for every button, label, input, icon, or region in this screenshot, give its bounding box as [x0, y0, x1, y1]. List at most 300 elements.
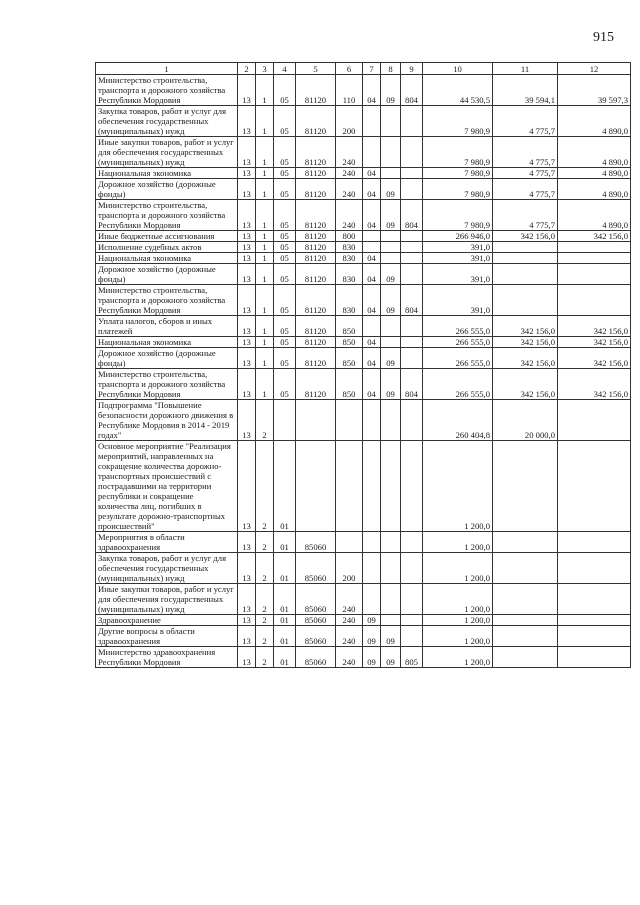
code-cell — [336, 441, 363, 532]
code-cell: 1 — [256, 168, 274, 179]
amount-cell — [558, 285, 631, 316]
code-cell: 09 — [363, 615, 381, 626]
code-cell: 01 — [274, 626, 296, 647]
amount-cell: 4 775,7 — [493, 200, 558, 231]
header-cell: 12 — [558, 63, 631, 75]
code-cell: 850 — [336, 348, 363, 369]
code-cell: 1 — [256, 231, 274, 242]
code-cell: 04 — [363, 285, 381, 316]
code-cell — [381, 137, 401, 168]
amount-cell — [493, 264, 558, 285]
code-cell: 13 — [238, 553, 256, 584]
amount-cell — [558, 400, 631, 441]
header-row — [96, 63, 631, 75]
amount-cell: 342 156,0 — [493, 369, 558, 400]
code-cell — [336, 400, 363, 441]
header-cell: 8 — [381, 63, 401, 75]
amount-cell: 391,0 — [423, 264, 493, 285]
code-cell: 05 — [274, 200, 296, 231]
code-cell: 804 — [401, 285, 423, 316]
table-row — [96, 316, 631, 337]
code-cell: 13 — [238, 75, 256, 106]
amount-cell: 266 555,0 — [423, 316, 493, 337]
code-cell: 2 — [256, 626, 274, 647]
code-cell: 09 — [381, 626, 401, 647]
code-cell: 13 — [238, 337, 256, 348]
code-cell: 2 — [256, 615, 274, 626]
table-row — [96, 264, 631, 285]
code-cell: 04 — [363, 179, 381, 200]
code-cell: 05 — [274, 369, 296, 400]
amount-cell — [558, 626, 631, 647]
code-cell: 09 — [363, 626, 381, 647]
code-cell: 09 — [381, 200, 401, 231]
code-cell: 04 — [363, 200, 381, 231]
code-cell: 05 — [274, 316, 296, 337]
code-cell: 2 — [256, 584, 274, 615]
amount-cell — [558, 253, 631, 264]
amount-cell: 7 980,9 — [423, 137, 493, 168]
row-name-cell: Национальная экономика — [96, 337, 238, 348]
row-name-cell: Дорожное хозяйство (дорожные фонды) — [96, 264, 238, 285]
code-cell: 13 — [238, 253, 256, 264]
code-cell: 05 — [274, 337, 296, 348]
amount-cell: 7 980,9 — [423, 200, 493, 231]
amount-cell — [558, 264, 631, 285]
amount-cell: 342 156,0 — [493, 316, 558, 337]
amount-cell — [558, 647, 631, 668]
amount-cell: 4 890,0 — [558, 200, 631, 231]
code-cell: 805 — [401, 647, 423, 668]
table-row — [96, 647, 631, 668]
code-cell: 240 — [336, 137, 363, 168]
code-cell: 1 — [256, 242, 274, 253]
amount-cell: 266 946,0 — [423, 231, 493, 242]
amount-cell — [493, 253, 558, 264]
code-cell: 2 — [256, 553, 274, 584]
amount-cell: 1 200,0 — [423, 647, 493, 668]
code-cell: 2 — [256, 532, 274, 553]
code-cell — [363, 242, 381, 253]
code-cell: 05 — [274, 137, 296, 168]
code-cell: 13 — [238, 615, 256, 626]
code-cell: 05 — [274, 285, 296, 316]
table-row — [96, 584, 631, 615]
code-cell: 05 — [274, 106, 296, 137]
code-cell — [401, 348, 423, 369]
code-cell — [381, 615, 401, 626]
code-cell: 81120 — [296, 264, 336, 285]
amount-cell: 4 890,0 — [558, 179, 631, 200]
amount-cell — [493, 242, 558, 253]
code-cell: 05 — [274, 168, 296, 179]
table-row — [96, 369, 631, 400]
code-cell — [401, 231, 423, 242]
amount-cell — [558, 615, 631, 626]
code-cell: 85060 — [296, 584, 336, 615]
code-cell — [296, 441, 336, 532]
code-cell: 85060 — [296, 615, 336, 626]
code-cell: 85060 — [296, 647, 336, 668]
amount-cell — [493, 647, 558, 668]
code-cell: 2 — [256, 647, 274, 668]
code-cell: 13 — [238, 647, 256, 668]
amount-cell — [493, 532, 558, 553]
code-cell: 04 — [363, 264, 381, 285]
code-cell: 1 — [256, 316, 274, 337]
code-cell — [381, 532, 401, 553]
code-cell: 1 — [256, 137, 274, 168]
row-name-cell: Министерство здравоохранения Республики Мордовия — [96, 647, 238, 668]
code-cell: 05 — [274, 231, 296, 242]
amount-cell: 4 890,0 — [558, 137, 631, 168]
code-cell: 110 — [336, 75, 363, 106]
code-cell — [401, 553, 423, 584]
row-name-cell: Подпрограмма "Повышение безопасности дорожного движения в Республике Мордовия в 2014 - 2019 годах" — [96, 400, 238, 441]
code-cell: 01 — [274, 532, 296, 553]
code-cell: 13 — [238, 400, 256, 441]
code-cell — [401, 584, 423, 615]
code-cell: 13 — [238, 584, 256, 615]
amount-cell: 391,0 — [423, 242, 493, 253]
code-cell: 13 — [238, 285, 256, 316]
amount-cell: 391,0 — [423, 253, 493, 264]
code-cell: 01 — [274, 441, 296, 532]
code-cell: 81120 — [296, 168, 336, 179]
code-cell: 05 — [274, 242, 296, 253]
header-cell: 4 — [274, 63, 296, 75]
row-name-cell: Иные бюджетные ассигнования — [96, 231, 238, 242]
code-cell: 09 — [381, 75, 401, 106]
row-name-cell: Основное мероприятие "Реализация мероприятий, направленных на сокращение количества дорожно-транспортных происшествий с пострадавшими на территории республики и сокращение количества лиц, погибших в результате дорожно-транспортных происшествий" — [96, 441, 238, 532]
code-cell — [381, 168, 401, 179]
code-cell — [336, 532, 363, 553]
code-cell — [401, 626, 423, 647]
amount-cell: 4 775,7 — [493, 137, 558, 168]
amount-cell: 39 594,1 — [493, 75, 558, 106]
code-cell — [401, 264, 423, 285]
amount-cell — [558, 584, 631, 615]
code-cell: 05 — [274, 264, 296, 285]
code-cell: 04 — [363, 75, 381, 106]
amount-cell: 1 200,0 — [423, 615, 493, 626]
code-cell: 830 — [336, 285, 363, 316]
code-cell: 81120 — [296, 242, 336, 253]
amount-cell: 4 890,0 — [558, 168, 631, 179]
code-cell: 81120 — [296, 106, 336, 137]
code-cell — [381, 316, 401, 337]
code-cell: 13 — [238, 369, 256, 400]
code-cell: 13 — [238, 316, 256, 337]
row-name-cell: Исполнение судебных актов — [96, 242, 238, 253]
code-cell: 13 — [238, 626, 256, 647]
row-name-cell: Иные закупки товаров, работ и услуг для обеспечения государственных (муниципальных) нужд — [96, 137, 238, 168]
code-cell — [363, 137, 381, 168]
code-cell — [363, 584, 381, 615]
code-cell — [401, 253, 423, 264]
code-cell: 09 — [381, 348, 401, 369]
code-cell — [363, 553, 381, 584]
amount-cell: 4 775,7 — [493, 168, 558, 179]
code-cell — [381, 231, 401, 242]
amount-cell: 342 156,0 — [558, 348, 631, 369]
amount-cell: 7 980,9 — [423, 168, 493, 179]
code-cell — [363, 106, 381, 137]
code-cell: 01 — [274, 584, 296, 615]
page-number: 915 — [593, 30, 614, 45]
code-cell: 2 — [256, 400, 274, 441]
table-row — [96, 168, 631, 179]
row-name-cell: Национальная экономика — [96, 253, 238, 264]
row-name-cell: Национальная экономика — [96, 168, 238, 179]
code-cell: 85060 — [296, 532, 336, 553]
row-name-cell: Иные закупки товаров, работ и услуг для обеспечения государственных (муниципальных) нужд — [96, 584, 238, 615]
code-cell: 830 — [336, 253, 363, 264]
code-cell: 01 — [274, 553, 296, 584]
code-cell: 804 — [401, 369, 423, 400]
amount-cell: 4 775,7 — [493, 179, 558, 200]
code-cell — [381, 584, 401, 615]
table-row — [96, 626, 631, 647]
amount-cell: 266 555,0 — [423, 348, 493, 369]
code-cell — [401, 137, 423, 168]
code-cell — [381, 400, 401, 441]
amount-cell — [558, 441, 631, 532]
table-row — [96, 348, 631, 369]
code-cell: 830 — [336, 242, 363, 253]
code-cell: 09 — [381, 285, 401, 316]
code-cell — [363, 441, 381, 532]
table-row — [96, 137, 631, 168]
code-cell — [381, 553, 401, 584]
row-name-cell: Закупка товаров, работ и услуг для обеспечения государственных (муниципальных) нужд — [96, 553, 238, 584]
table-row — [96, 337, 631, 348]
code-cell — [401, 316, 423, 337]
amount-cell: 1 200,0 — [423, 553, 493, 584]
code-cell — [381, 253, 401, 264]
code-cell: 04 — [363, 337, 381, 348]
amount-cell: 1 200,0 — [423, 626, 493, 647]
code-cell: 05 — [274, 179, 296, 200]
code-cell: 13 — [238, 137, 256, 168]
code-cell — [381, 106, 401, 137]
amount-cell: 4 775,7 — [493, 106, 558, 137]
code-cell: 1 — [256, 264, 274, 285]
code-cell: 05 — [274, 253, 296, 264]
code-cell — [363, 532, 381, 553]
code-cell — [401, 179, 423, 200]
amount-cell: 391,0 — [423, 285, 493, 316]
amount-cell — [558, 532, 631, 553]
code-cell: 05 — [274, 75, 296, 106]
row-name-cell: Уплата налогов, сборов и иных платежей — [96, 316, 238, 337]
code-cell: 01 — [274, 615, 296, 626]
code-cell — [363, 316, 381, 337]
code-cell: 13 — [238, 179, 256, 200]
code-cell: 850 — [336, 316, 363, 337]
code-cell: 1 — [256, 200, 274, 231]
table-row — [96, 200, 631, 231]
code-cell: 85060 — [296, 626, 336, 647]
amount-cell: 260 404,8 — [423, 400, 493, 441]
code-cell: 800 — [336, 231, 363, 242]
amount-cell: 7 980,9 — [423, 179, 493, 200]
table-row — [96, 242, 631, 253]
header-cell: 5 — [296, 63, 336, 75]
code-cell — [401, 168, 423, 179]
header-cell: 10 — [423, 63, 493, 75]
row-name-cell: Мероприятия в области здравоохранения — [96, 532, 238, 553]
table-row — [96, 106, 631, 137]
code-cell: 04 — [363, 369, 381, 400]
code-cell: 1 — [256, 253, 274, 264]
table-row — [96, 441, 631, 532]
amount-cell: 39 597,3 — [558, 75, 631, 106]
row-name-cell: Другие вопросы в области здравоохранения — [96, 626, 238, 647]
code-cell: 13 — [238, 168, 256, 179]
code-cell — [363, 400, 381, 441]
code-cell: 240 — [336, 647, 363, 668]
amount-cell: 342 156,0 — [493, 337, 558, 348]
code-cell: 81120 — [296, 137, 336, 168]
code-cell — [381, 242, 401, 253]
code-cell: 804 — [401, 200, 423, 231]
code-cell — [401, 106, 423, 137]
amount-cell — [493, 285, 558, 316]
header-cell: 11 — [493, 63, 558, 75]
code-cell: 240 — [336, 168, 363, 179]
code-cell: 81120 — [296, 179, 336, 200]
code-cell — [274, 400, 296, 441]
code-cell: 81120 — [296, 75, 336, 106]
code-cell: 1 — [256, 179, 274, 200]
amount-cell: 44 530,5 — [423, 75, 493, 106]
code-cell: 81120 — [296, 253, 336, 264]
table-row — [96, 75, 631, 106]
code-cell: 01 — [274, 647, 296, 668]
table-row — [96, 231, 631, 242]
row-name-cell: Министерство строительства, транспорта и дорожного хозяйства Республики Мордовия — [96, 200, 238, 231]
code-cell: 1 — [256, 106, 274, 137]
code-cell — [363, 231, 381, 242]
code-cell — [401, 337, 423, 348]
row-name-cell: Дорожное хозяйство (дорожные фонды) — [96, 179, 238, 200]
code-cell: 13 — [238, 200, 256, 231]
code-cell: 09 — [381, 369, 401, 400]
row-name-cell: Министерство строительства, транспорта и дорожного хозяйства Республики Мордовия — [96, 75, 238, 106]
row-name-cell: Здравоохранение — [96, 615, 238, 626]
code-cell: 09 — [381, 264, 401, 285]
code-cell: 240 — [336, 179, 363, 200]
table-row — [96, 179, 631, 200]
code-cell: 09 — [363, 647, 381, 668]
code-cell: 850 — [336, 337, 363, 348]
amount-cell — [558, 242, 631, 253]
code-cell: 850 — [336, 369, 363, 400]
amount-cell: 266 555,0 — [423, 369, 493, 400]
code-cell: 200 — [336, 553, 363, 584]
amount-cell: 266 555,0 — [423, 337, 493, 348]
code-cell: 81120 — [296, 316, 336, 337]
amount-cell: 342 156,0 — [558, 231, 631, 242]
amount-cell — [493, 553, 558, 584]
header-cell: 9 — [401, 63, 423, 75]
code-cell: 81120 — [296, 200, 336, 231]
code-cell — [381, 441, 401, 532]
code-cell: 09 — [381, 179, 401, 200]
code-cell: 1 — [256, 348, 274, 369]
code-cell: 240 — [336, 200, 363, 231]
code-cell: 81120 — [296, 285, 336, 316]
amount-cell: 7 980,9 — [423, 106, 493, 137]
header-cell: 6 — [336, 63, 363, 75]
amount-cell — [558, 553, 631, 584]
code-cell: 13 — [238, 264, 256, 285]
code-cell: 05 — [274, 348, 296, 369]
amount-cell: 1 200,0 — [423, 441, 493, 532]
code-cell: 13 — [238, 441, 256, 532]
header-cell: 7 — [363, 63, 381, 75]
header-cell: 3 — [256, 63, 274, 75]
code-cell: 04 — [363, 348, 381, 369]
amount-cell: 342 156,0 — [558, 316, 631, 337]
code-cell: 81120 — [296, 348, 336, 369]
code-cell: 13 — [238, 231, 256, 242]
code-cell — [401, 441, 423, 532]
table-row — [96, 615, 631, 626]
code-cell: 13 — [238, 242, 256, 253]
code-cell: 240 — [336, 615, 363, 626]
table-row — [96, 285, 631, 316]
code-cell: 81120 — [296, 337, 336, 348]
code-cell: 13 — [238, 532, 256, 553]
code-cell: 1 — [256, 337, 274, 348]
code-cell: 2 — [256, 441, 274, 532]
header-cell: 2 — [238, 63, 256, 75]
row-name-cell: Министерство строительства, транспорта и дорожного хозяйства Республики Мордовия — [96, 369, 238, 400]
code-cell: 04 — [363, 168, 381, 179]
code-cell: 13 — [238, 348, 256, 369]
code-cell: 1 — [256, 285, 274, 316]
amount-cell: 1 200,0 — [423, 532, 493, 553]
code-cell — [401, 532, 423, 553]
table-row — [96, 400, 631, 441]
code-cell: 200 — [336, 106, 363, 137]
code-cell: 804 — [401, 75, 423, 106]
code-cell: 1 — [256, 75, 274, 106]
row-name-cell: Министерство строительства, транспорта и дорожного хозяйства Республики Мордовия — [96, 285, 238, 316]
amount-cell: 342 156,0 — [558, 337, 631, 348]
table-row — [96, 253, 631, 264]
code-cell: 85060 — [296, 553, 336, 584]
code-cell: 13 — [238, 106, 256, 137]
code-cell: 1 — [256, 369, 274, 400]
code-cell: 04 — [363, 253, 381, 264]
code-cell: 09 — [381, 647, 401, 668]
code-cell: 240 — [336, 584, 363, 615]
code-cell — [381, 337, 401, 348]
table-body — [96, 75, 631, 668]
table-row — [96, 553, 631, 584]
amount-cell — [493, 615, 558, 626]
amount-cell: 20 000,0 — [493, 400, 558, 441]
code-cell: 830 — [336, 264, 363, 285]
amount-cell — [493, 584, 558, 615]
code-cell — [401, 242, 423, 253]
header-cell: 1 — [96, 63, 238, 75]
amount-cell: 342 156,0 — [493, 231, 558, 242]
table-row — [96, 532, 631, 553]
